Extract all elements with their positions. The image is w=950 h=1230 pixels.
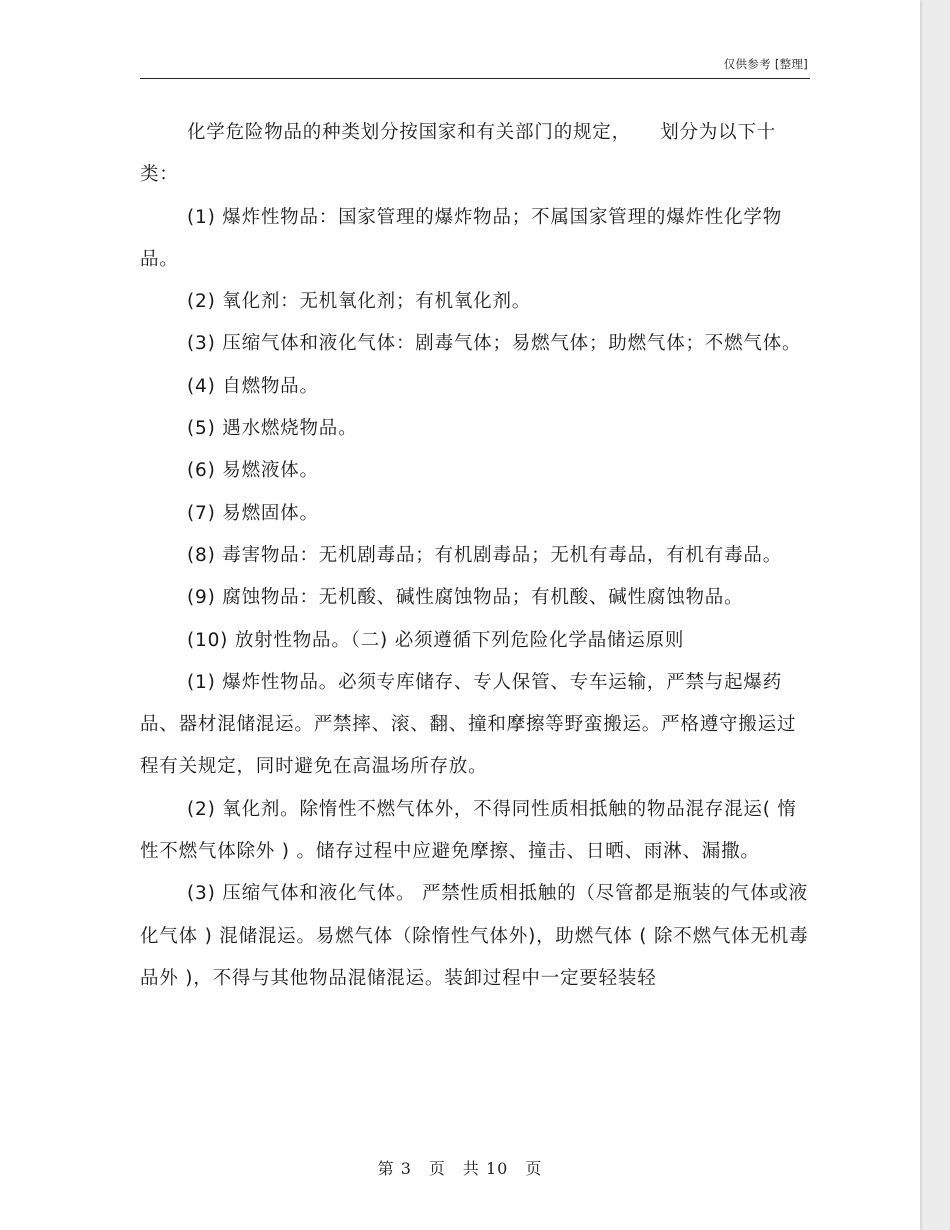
- paragraph-flammable-liquids: (6) 易燃液体。: [187, 460, 319, 482]
- paragraph-water-reactive: (5) 遇水燃烧物品。: [187, 418, 358, 440]
- paragraph-intro: 化学危险物品的种类划分按国家和有关部门的规定， 划分为以下十类：: [140, 122, 777, 186]
- paragraph-rule-oxidizers: (2) 氧化剂。除惰性不燃气体外，不得同性质相抵触的物品混存混运( 惰性不燃气体除外 ) 。储存过程中应避免摩擦、撞击、日晒、雨淋、漏撒。: [140, 798, 797, 863]
- paragraph-flammable-solids: (7) 易燃固体。: [187, 502, 319, 524]
- page-footer: 第 3 页 共 10 页: [377, 1159, 543, 1178]
- paragraph-toxic: (8) 毒害物品：无机剧毒品；有机剧毒品；无机有毒品，有机有毒品。: [187, 544, 782, 566]
- header-note: 仅供参考 [整理]: [723, 57, 808, 71]
- page-header: [140, 54, 810, 79]
- paragraph-spontaneous-combustion: (4) 自燃物品。: [187, 375, 319, 397]
- paragraph-compressed-gases: (3) 压缩气体和液化气体：剧毒气体；易燃气体；助燃气体；不燃气体。: [187, 333, 802, 355]
- paragraph-rule-explosives: (1) 爆炸性物品。必须专库储存、专人保管、专车运输，严禁与起爆药品、器材混储混运。严禁摔、滚、翻、撞和摩擦等野蛮搬运。严格遵守搬运过程有关规定，同时避免在高温场所存放。: [140, 671, 797, 778]
- paragraph-corrosive: (9) 腐蚀物品：无机酸、碱性腐蚀物品；有机酸、碱性腐蚀物品。: [187, 587, 744, 609]
- paragraph-explosives: (1) 爆炸性物品：国家管理的爆炸物品；不属国家管理的爆炸性化学物品。: [140, 206, 782, 270]
- paragraph-oxidizers: (2) 氧化剂：无机氧化剂；有机氧化剂。: [187, 291, 532, 313]
- paragraph-radioactive: (10) 放射性物品。（二) 必须遵循下列危险化学晶储运原则: [187, 629, 685, 651]
- paragraph-rule-gases: (3) 压缩气体和液化气体。 严禁性质相抵触的（尽管都是瓶装的气体或液化气体 ) 混储混运。易燃气体（除惰性气体外)，助燃气体 ( 除不燃气体无机毒品外 )，不得与其他物品混储混运。装卸过程中一定要轻装轻: [140, 883, 809, 989]
- document-body: [140, 112, 810, 1000]
